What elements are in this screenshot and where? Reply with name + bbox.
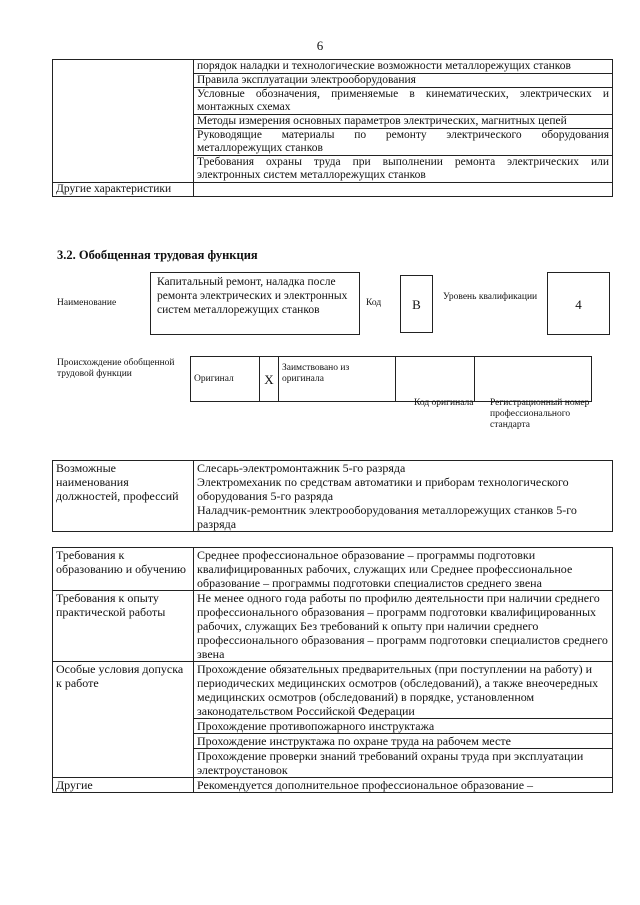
qualification-level-label: Уровень квалификации	[443, 292, 538, 302]
other-characteristics-value	[194, 183, 613, 197]
table-cell: Условные обозначения, применяемые в кинематических, электрических и монтажных схемах	[194, 88, 613, 115]
position-item: Электромеханик по средствам автоматики и приборам технологического оборудования 5-го разряда	[197, 475, 569, 503]
function-code-box: B	[400, 275, 433, 333]
table-cell: порядок наладки и технологические возможности металлорежущих станков	[194, 60, 613, 74]
qualification-level-box: 4	[547, 272, 610, 335]
origin-label: Происхождение обобщенной трудовой функции	[57, 358, 175, 379]
experience-requirements-label: Требования к опыту практической работы	[53, 591, 194, 662]
table-cell: Методы измерения основных параметров электрических, магнитных цепей	[194, 115, 613, 129]
origin-table	[190, 356, 592, 402]
special-conditions-value: Прохождение проверки знаний требований охраны труда при эксплуатации электроустановок	[194, 749, 613, 778]
table-cell: Руководящие материалы по ремонту электрического оборудования металлорежущих станков	[194, 129, 613, 156]
position-item: Слесарь-электромонтажник 5-го разряда	[197, 461, 406, 475]
table-cell: Правила эксплуатации электрооборудования	[194, 74, 613, 88]
function-name-box: Капитальный ремонт, наладка после ремонта электрических и электронных систем металлорежущих станков	[150, 272, 360, 335]
page-number: 6	[316, 38, 324, 53]
special-conditions-value: Прохождение противопожарного инструктажа	[194, 719, 613, 734]
positions-table	[52, 460, 613, 532]
code-label: Код	[366, 298, 382, 308]
position-item: Наладчик-ремонтник электрооборудования металлорежущих станков 5-го разряда	[197, 503, 577, 531]
name-label: Наименование	[57, 298, 117, 308]
other-value: Рекомендуется дополнительное профессиональное образование –	[194, 778, 613, 793]
original-code-cell	[396, 357, 475, 402]
registration-number-cell	[475, 357, 592, 402]
positions-label: Возможные наименования должностей, профессий	[53, 461, 194, 532]
borrowed-cell: Заимствовано из оригинала	[279, 357, 396, 402]
table-row	[53, 548, 613, 591]
table-row	[53, 778, 613, 793]
original-mark-cell: X	[260, 357, 279, 402]
registration-number-caption: Регистрационный номер профессионального стандарта	[490, 398, 590, 430]
code-original-caption: Код оригинала	[414, 398, 474, 408]
original-cell: Оригинал	[191, 357, 260, 402]
positions-list	[194, 461, 613, 532]
table-row	[53, 183, 613, 197]
special-conditions-value: Прохождение обязательных предварительных (при поступлении на работу) и периодических медицинских осмотров (обследований), а также внеочередных медицинских осмотров (обследований) в порядке, установленном законодательством Российской Федерации	[194, 662, 613, 719]
special-conditions-value: Прохождение инструктажа по охране труда на рабочем месте	[194, 734, 613, 749]
education-requirements-label: Требования к образованию и обучению	[53, 548, 194, 591]
table-label-cell	[53, 60, 194, 183]
other-characteristics-label: Другие характеристики	[53, 183, 194, 197]
special-conditions-label: Особые условия допуска к работе	[53, 662, 194, 778]
table-row	[53, 461, 613, 532]
table-row	[191, 357, 592, 402]
table-row	[53, 662, 613, 719]
table-row	[53, 591, 613, 662]
section-title: 3.2. Обобщенная трудовая функция	[57, 248, 258, 262]
education-requirements-value: Среднее профессиональное образование – программы подготовки квалифицированных рабочих, служащих или Среднее профессиональное образование – программы подготовки специалистов среднего звена	[194, 548, 613, 591]
requirements-table	[52, 547, 613, 793]
experience-requirements-value: Не менее одного года работы по профилю деятельности при наличии среднего профессионального образования – программ подготовки квалифицированных рабочих, служащих Без требований к опыту при наличии среднего профессионального образования – программ подготовки специалистов среднего звена	[194, 591, 613, 662]
knowledge-table	[52, 59, 613, 197]
other-label: Другие	[53, 778, 194, 793]
table-cell: Требования охраны труда при выполнении ремонта электрических или электронных систем металлорежущих станков	[194, 156, 613, 183]
table-row	[53, 60, 613, 74]
